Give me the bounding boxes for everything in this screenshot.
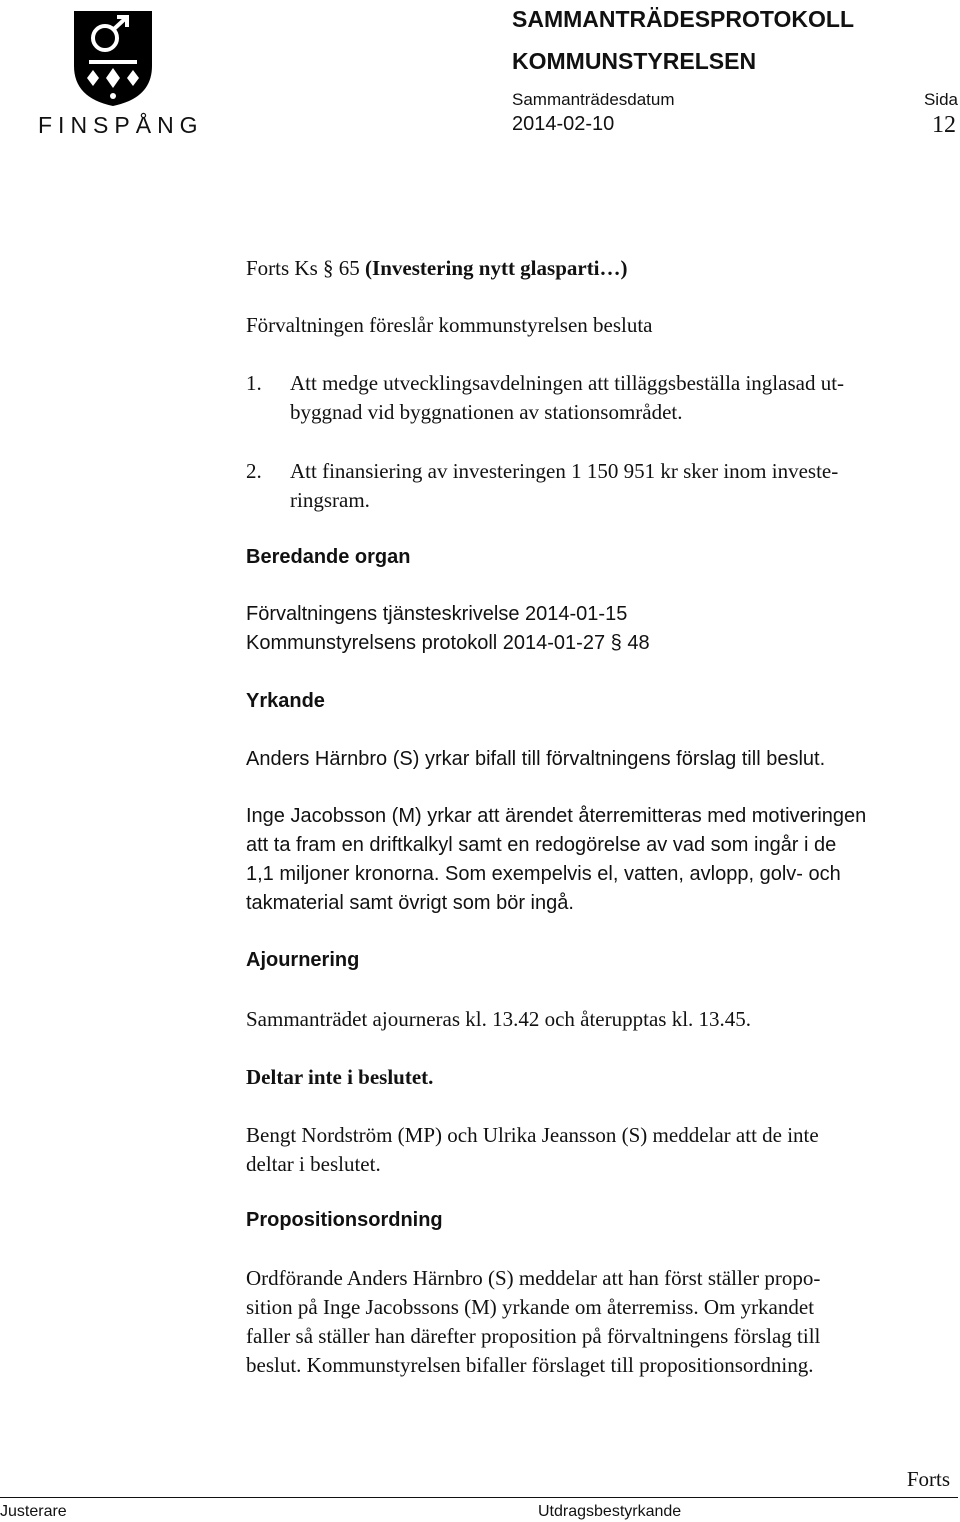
section-subject: (Investering nytt glasparti…) [365, 256, 628, 280]
paragraph-line: deltar i beslutet. [246, 1152, 381, 1176]
paragraph-line: Ordförande Anders Härnbro (S) meddelar att han först ställer propo- [246, 1266, 821, 1290]
heading-beredande: Beredande organ [246, 546, 411, 568]
heading-proposition: Propositionsordning [246, 1209, 443, 1231]
section-sign: § [610, 632, 622, 654]
heading-deltar: Deltar inte i beslutet. [246, 1065, 434, 1089]
list-item [246, 457, 950, 515]
section-sign: § [323, 256, 334, 280]
meeting-date-label: Sammanträdesdatum [512, 90, 675, 109]
yrkande-paragraph-1: Anders Härnbro (S) yrkar bifall till förvaltningens förslag till beslut. [246, 748, 826, 770]
list-item-text: Att finansiering av investeringen 1 150 951 kr sker inom investe- [290, 459, 839, 483]
continuation-prefix: Forts Ks [246, 256, 324, 280]
page-label: Sida [923, 90, 958, 109]
logo-wordmark: FINSPÅNG [38, 112, 204, 138]
footer-divider [0, 1497, 958, 1498]
list-item-text: ringsram. [290, 488, 370, 512]
document-title: SAMMANTRÄDESPROTOKOLL [512, 6, 855, 32]
list-item-number: 1. [246, 371, 262, 395]
beredande-line: 48 [621, 632, 650, 654]
section-number: 65 [333, 256, 366, 280]
page-number: 12 [932, 112, 956, 138]
list-item [246, 369, 950, 427]
beredande-line: Kommunstyrelsens protokoll 2014-01-27 [246, 632, 611, 654]
heading-yrkande: Yrkande [246, 690, 325, 712]
paragraph-line: sition på Inge Jacobssons (M) yrkande om återremiss. Om yrkandet [246, 1295, 815, 1319]
heading-ajournering: Ajournering [246, 949, 360, 971]
list-item-number: 2. [246, 459, 262, 483]
proposition-paragraph [246, 1264, 950, 1380]
beredande-list [246, 600, 950, 658]
list-item-text: Att medge utvecklingsavdelningen att tilläggsbeställa inglasad ut- [290, 371, 845, 395]
beredande-line: Förvaltningens tjänsteskrivelse 2014-01-15 [246, 603, 628, 625]
ajournering-text: Sammanträdet ajourneras kl. 13.42 och återupptas kl. 13.45. [246, 1007, 752, 1031]
meeting-date: 2014-02-10 [512, 113, 615, 135]
paragraph-line: takmaterial samt övrigt som bör ingå. [246, 892, 574, 914]
coat-of-arms-icon [71, 8, 155, 108]
board-name: KOMMUNSTYRELSEN [512, 48, 757, 74]
continued-marker: Forts [906, 1467, 950, 1491]
yrkande-paragraph-2 [246, 802, 950, 918]
paragraph-line: Bengt Nordström (MP) och Ulrika Jeansson (S) meddelar att de inte [246, 1123, 819, 1147]
paragraph-line: faller så ställer han därefter proposition på förvaltningens förslag till [246, 1324, 821, 1348]
paragraph-line: att ta fram en driftkalkyl samt en redogörelse av vad som ingår i de [246, 834, 837, 856]
footer-justerare-label: Justerare [0, 1503, 67, 1520]
footer-utdrag-label: Utdragsbestyrkande [538, 1503, 682, 1520]
paragraph-line: beslut. Kommunstyrelsen bifaller förslaget till propositionsordning. [246, 1353, 814, 1377]
list-item-text: byggnad vid byggnationen av stationsområdet. [290, 400, 683, 424]
municipality-logo [38, 8, 204, 138]
section-continuation [246, 254, 950, 283]
paragraph-line: 1,1 miljoner kronorna. Som exempelvis el, vatten, avlopp, golv- och [246, 863, 841, 885]
deltar-paragraph [246, 1121, 950, 1179]
proposal-intro: Förvaltningen föreslår kommunstyrelsen besluta [246, 313, 653, 337]
paragraph-line: Inge Jacobsson (M) yrkar att ärendet återremitteras med motiveringen [246, 805, 867, 827]
